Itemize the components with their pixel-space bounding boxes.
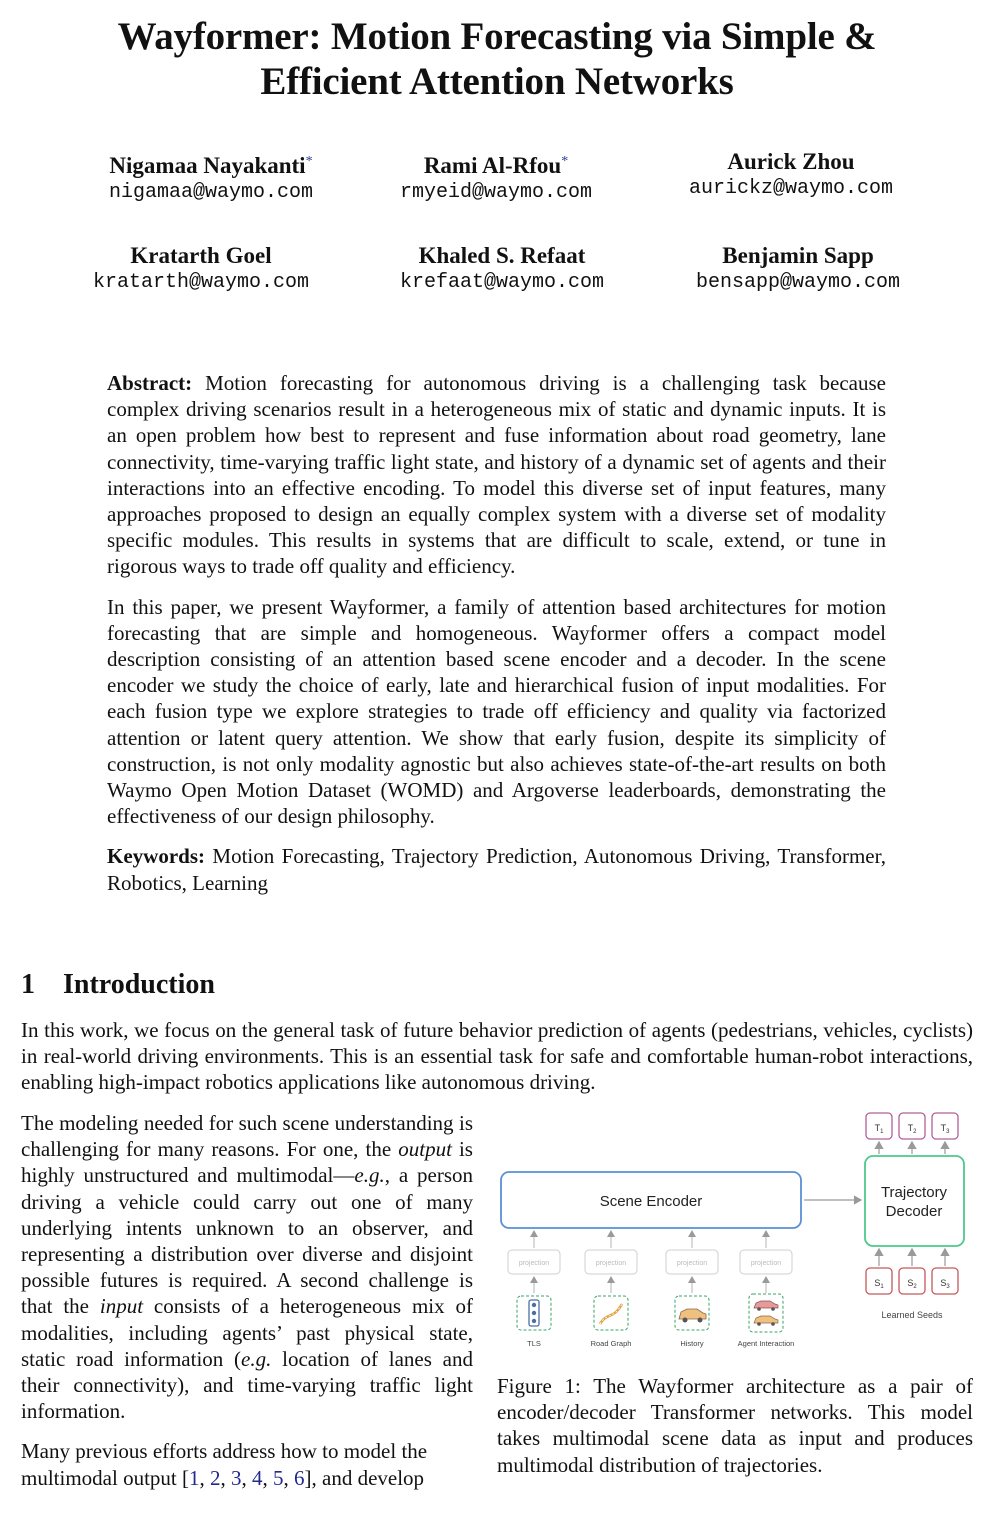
agent-interaction-icon — [749, 1294, 783, 1332]
projection-box — [585, 1250, 637, 1274]
svg-text:T3: $T_3$ — [940, 1123, 950, 1135]
abstract-paragraph: In this paper, we present Wayformer, a family of attention based architectures for motion forecasting that are simple and homogeneous. Wayformer offers a compact model description consisting of an attention based scene encoder and a decoder. In the scene encoder we study the choice of early, late and hierarchical fusion of input modalities. For each fusion type we explore strategies to trade off efficiency and quality via factorized attention or latent query attention. We show that early fusion, despite its simplicity of construction, is not only modality agnostic but also achieves state-of-the-art results on both Waymo Open Motion Dataset (WOMD) and Argoverse leaderboards, demonstrating the effectiveness of our design philosophy. — [107, 594, 886, 829]
svg-text:projection: projection — [518, 1260, 550, 1267]
author-block — [51, 242, 351, 296]
intro-paragraph: In this work, we focus on the general task of future behavior prediction of agents (pedestrians, vehicles, cyclists) in real-world driving environments. This is an essential task for safe and comfortable human-robot interactions, enabling high-impact robotics applications like autonomous driving. — [21, 1018, 973, 1095]
figure-caption: Figure 1: The Wayformer architecture as a pair of encoder/decoder Transformer networks. This model takes multimodal scene data as input and produces multimodal distribution of trajectories. — [497, 1374, 973, 1477]
svg-text:projection: projection — [676, 1260, 708, 1267]
svg-text:T2: $T_2$ — [907, 1123, 917, 1135]
citation-link[interactable]: 2 — [210, 1465, 221, 1490]
section-number: 1 — [21, 969, 35, 1000]
architecture-diagram — [495, 1108, 973, 1358]
equal-contribution-mark: * — [305, 154, 313, 169]
abstract — [107, 370, 886, 910]
input-label: Agent Interaction — [737, 1339, 795, 1348]
author-email[interactable]: krefaat@waymo.com — [399, 271, 605, 294]
author-block — [346, 148, 646, 206]
body-paragraph: The modeling needed for such scene understanding is challenging for many reasons. For one, the output is highly unstructured and multimodal—e.g., a person driving a vehicle could carry out one of many underlying intents unknown to an observer, and representing a distribution over diverse and disjoint possible futures is required. A second challenge is that the input consists of a heterogeneous mix of modalities, including agents’ past physical state, static road information (e.g. location of lanes and their connectivity), and time-varying traffic light information. — [21, 1111, 474, 1424]
abstract-paragraph — [107, 370, 886, 580]
decoder-label: Trajectory — [880, 1184, 948, 1201]
author-email[interactable]: kratarth@waymo.com — [92, 271, 310, 294]
citation-link[interactable]: 3 — [231, 1465, 242, 1490]
author-name: Kratarth Goel — [130, 243, 272, 268]
abstract-text: Motion forecasting for autonomous driving is a challenging task because complex driving scenarios result in a heterogeneous mix of static and dynamic inputs. It is an open problem how best to represent and fuse information about road geometry, lane connectivity, time-varying traffic light state, and history of a dynamic set of agents and their interactions into an effective encoding. To model this diverse set of input features, many approaches proposed to design an equally complex system with a diverse set of modality specific modules. This results in systems that are difficult to scale, extend, or tune in rigorous ways to trade off quality and efficiency. — [107, 371, 886, 579]
learned-seed-token — [866, 1268, 892, 1294]
author-email[interactable]: aurickz@waymo.com — [688, 177, 894, 200]
svg-text:projection: projection — [750, 1260, 782, 1267]
author-email[interactable]: bensapp@waymo.com — [695, 271, 901, 294]
author-block — [352, 242, 652, 296]
learned-seed-token — [932, 1268, 958, 1294]
body-paragraph: Many previous efforts address how to model the multimodal output [1, 2, 3, 4, 5, 6], and develop — [21, 1439, 428, 1490]
svg-text:S2: $S_2$ — [907, 1278, 917, 1290]
abstract-label: Abstract: — [107, 371, 193, 395]
figure-wayformer-architecture — [495, 1108, 973, 1358]
keywords-text: Motion Forecasting, Trajectory Prediction, Autonomous Driving, Transformer, Robotics, Learning — [107, 844, 887, 895]
output-token — [866, 1113, 892, 1139]
author-name: Khaled S. Refaat — [418, 243, 586, 268]
output-token — [932, 1113, 958, 1139]
projection-box — [666, 1250, 718, 1274]
author-name: Benjamin Sapp — [722, 243, 874, 268]
traffic-light-icon — [517, 1296, 551, 1330]
vehicle-history-icon — [675, 1296, 709, 1330]
author-block — [61, 148, 361, 206]
svg-text:S3: $S_3$ — [940, 1278, 950, 1290]
paper-title — [0, 14, 994, 104]
learned-seeds-label: Learned Seeds — [881, 1310, 943, 1320]
projection-box — [508, 1250, 560, 1274]
author-email[interactable]: nigamaa@waymo.com — [108, 181, 314, 204]
keywords — [107, 843, 886, 895]
section-title: Introduction — [63, 969, 215, 1000]
input-label: History — [680, 1339, 704, 1348]
author-email[interactable]: rmyeid@waymo.com — [399, 181, 593, 204]
equal-contribution-mark: * — [561, 154, 569, 169]
section-heading — [21, 969, 215, 1001]
citation-link[interactable]: 1 — [189, 1465, 200, 1490]
citation-link[interactable]: 6 — [294, 1465, 305, 1490]
road-graph-icon — [594, 1296, 628, 1330]
output-token — [899, 1113, 925, 1139]
decoder-label: Decoder — [885, 1203, 943, 1220]
keywords-label: Keywords: — [107, 844, 205, 869]
citation-link[interactable]: 4 — [252, 1465, 263, 1490]
author-block — [641, 148, 941, 202]
svg-text:projection: projection — [595, 1260, 627, 1267]
input-label: Road Graph — [590, 1339, 632, 1348]
author-name: Aurick Zhou — [727, 149, 855, 174]
input-label: TLS — [527, 1339, 541, 1348]
title-line-1: Wayformer: Motion Forecasting via Simple & — [117, 15, 877, 58]
projection-box — [740, 1250, 792, 1274]
svg-text:T1: $T_1$ — [874, 1123, 884, 1135]
author-name: Nigamaa Nayakanti — [109, 153, 306, 178]
left-column — [21, 1110, 473, 1505]
title-line-2: Efficient Attention Networks — [260, 60, 734, 103]
citation-link[interactable]: 5 — [273, 1465, 284, 1490]
trajectory-decoder-box — [865, 1156, 964, 1246]
scene-encoder-label: Scene Encoder — [599, 1193, 703, 1210]
author-block — [648, 242, 948, 296]
svg-text:S1: $S_1$ — [874, 1278, 884, 1290]
learned-seed-token — [899, 1268, 925, 1294]
author-name: Rami Al-Rfou — [423, 153, 562, 178]
